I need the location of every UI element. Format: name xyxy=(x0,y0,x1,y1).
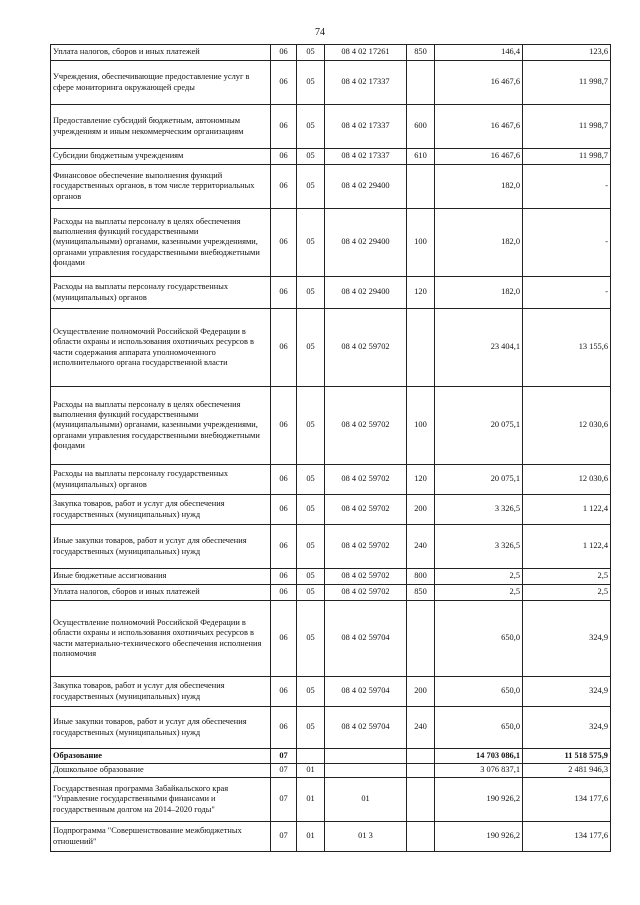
row-expense-type xyxy=(407,749,435,764)
table-row xyxy=(51,149,611,165)
row-expense-type: 850 xyxy=(407,585,435,601)
row-amount-actual: 12 030,6 xyxy=(523,387,611,465)
row-subsection: 05 xyxy=(297,165,325,209)
table-row xyxy=(51,764,611,778)
row-name: Расходы на выплаты персоналу государственных (муниципальных) органов xyxy=(51,465,271,495)
table-row xyxy=(51,277,611,309)
row-target-article xyxy=(325,749,407,764)
row-name: Закупка товаров, работ и услуг для обеспечения государственных (муниципальных) нужд xyxy=(51,495,271,525)
row-subsection: 05 xyxy=(297,105,325,149)
row-section: 06 xyxy=(271,707,297,749)
row-subsection: 05 xyxy=(297,209,325,277)
row-expense-type: 120 xyxy=(407,277,435,309)
table-row xyxy=(51,465,611,495)
row-name: Подпрограмма "Совершенствование межбюджетных отношений" xyxy=(51,822,271,852)
row-expense-type xyxy=(407,165,435,209)
row-target-article: 08 4 02 59704 xyxy=(325,677,407,707)
row-subsection: 05 xyxy=(297,309,325,387)
row-expense-type xyxy=(407,601,435,677)
table-row xyxy=(51,165,611,209)
row-section: 06 xyxy=(271,465,297,495)
table-row xyxy=(51,309,611,387)
row-section: 06 xyxy=(271,601,297,677)
row-section: 06 xyxy=(271,495,297,525)
row-expense-type: 200 xyxy=(407,677,435,707)
row-section: 06 xyxy=(271,277,297,309)
row-amount-plan: 16 467,6 xyxy=(435,61,523,105)
row-name: Дошкольное образование xyxy=(51,764,271,778)
row-target-article: 08 4 02 29400 xyxy=(325,277,407,309)
row-name: Уплата налогов, сборов и иных платежей xyxy=(51,45,271,61)
row-name: Финансовое обеспечение выполнения функций государственных органов, в том числе территориальных органов xyxy=(51,165,271,209)
row-amount-plan: 16 467,6 xyxy=(435,105,523,149)
row-subsection: 05 xyxy=(297,387,325,465)
row-section: 06 xyxy=(271,105,297,149)
row-subsection: 05 xyxy=(297,525,325,569)
row-amount-plan: 20 075,1 xyxy=(435,465,523,495)
row-amount-plan: 2,5 xyxy=(435,585,523,601)
row-amount-actual: 11 998,7 xyxy=(523,61,611,105)
row-name: Образование xyxy=(51,749,271,764)
row-amount-plan: 3 076 837,1 xyxy=(435,764,523,778)
row-amount-actual: 12 030,6 xyxy=(523,465,611,495)
row-amount-actual: 1 122,4 xyxy=(523,495,611,525)
row-amount-plan: 23 404,1 xyxy=(435,309,523,387)
table-row xyxy=(51,45,611,61)
row-subsection: 05 xyxy=(297,601,325,677)
row-amount-actual: 134 177,6 xyxy=(523,778,611,822)
table-row xyxy=(51,61,611,105)
row-amount-actual: 1 122,4 xyxy=(523,525,611,569)
row-expense-type xyxy=(407,822,435,852)
row-expense-type: 240 xyxy=(407,525,435,569)
row-subsection: 05 xyxy=(297,677,325,707)
row-name: Государственная программа Забайкальского края "Управление государственными финансами и государственным долгом на 2014–2020 годы" xyxy=(51,778,271,822)
row-amount-plan: 2,5 xyxy=(435,569,523,585)
row-subsection: 01 xyxy=(297,778,325,822)
row-subsection xyxy=(297,749,325,764)
row-name: Осуществление полномочий Российской Федерации в области охраны и использования охотничьих ресурсов в части материально-технического обеспечения исполнения полномочия xyxy=(51,601,271,677)
row-name: Расходы на выплаты персоналу государственных (муниципальных) органов xyxy=(51,277,271,309)
row-name: Расходы на выплаты персоналу в целях обеспечения выполнения функций государственными (муниципальными) органами, казенными учреждениями, органами управления государственными внебюджетными фондами xyxy=(51,209,271,277)
row-section: 07 xyxy=(271,778,297,822)
table-row xyxy=(51,677,611,707)
row-amount-actual: 324,9 xyxy=(523,677,611,707)
row-section: 07 xyxy=(271,764,297,778)
row-target-article: 08 4 02 59702 xyxy=(325,569,407,585)
table-row xyxy=(51,778,611,822)
row-name: Уплата налогов, сборов и иных платежей xyxy=(51,585,271,601)
table-row xyxy=(51,822,611,852)
row-section: 06 xyxy=(271,209,297,277)
row-expense-type: 200 xyxy=(407,495,435,525)
row-amount-plan: 14 703 086,1 xyxy=(435,749,523,764)
row-section: 06 xyxy=(271,525,297,569)
row-target-article: 08 4 02 17337 xyxy=(325,61,407,105)
row-amount-actual: - xyxy=(523,165,611,209)
row-target-article: 08 4 02 59704 xyxy=(325,601,407,677)
row-amount-plan: 3 326,5 xyxy=(435,525,523,569)
row-target-article: 08 4 02 17337 xyxy=(325,105,407,149)
row-subsection: 05 xyxy=(297,707,325,749)
row-section: 06 xyxy=(271,387,297,465)
row-target-article: 08 4 02 29400 xyxy=(325,165,407,209)
row-subsection: 01 xyxy=(297,822,325,852)
row-name: Расходы на выплаты персоналу в целях обеспечения выполнения функций государственными (муниципальными) органами, казенными учреждениями, органами управления государственными внебюджетными фондами xyxy=(51,387,271,465)
row-name: Субсидии бюджетным учреждениям xyxy=(51,149,271,165)
row-target-article: 01 3 xyxy=(325,822,407,852)
row-section: 06 xyxy=(271,61,297,105)
row-expense-type: 610 xyxy=(407,149,435,165)
row-target-article: 08 4 02 59702 xyxy=(325,495,407,525)
row-expense-type: 240 xyxy=(407,707,435,749)
row-amount-plan: 190 926,2 xyxy=(435,778,523,822)
row-amount-actual: 123,6 xyxy=(523,45,611,61)
row-name: Иные закупки товаров, работ и услуг для обеспечения государственных (муниципальных) нужд xyxy=(51,707,271,749)
row-subsection: 05 xyxy=(297,465,325,495)
row-name: Иные бюджетные ассигнования xyxy=(51,569,271,585)
row-expense-type xyxy=(407,778,435,822)
row-target-article: 01 xyxy=(325,778,407,822)
row-amount-plan: 650,0 xyxy=(435,707,523,749)
row-name: Учреждения, обеспечивающие предоставление услуг в сфере мониторинга окружающей среды xyxy=(51,61,271,105)
row-section: 06 xyxy=(271,165,297,209)
row-amount-actual: - xyxy=(523,209,611,277)
table-row xyxy=(51,525,611,569)
table-row xyxy=(51,749,611,764)
row-name: Предоставление субсидий бюджетным, автономным учреждениям и иным некоммерческим организациям xyxy=(51,105,271,149)
row-amount-actual: - xyxy=(523,277,611,309)
row-expense-type xyxy=(407,309,435,387)
row-section: 06 xyxy=(271,45,297,61)
row-target-article: 08 4 02 59702 xyxy=(325,309,407,387)
row-amount-actual: 13 155,6 xyxy=(523,309,611,387)
row-amount-plan: 650,0 xyxy=(435,601,523,677)
table-row xyxy=(51,569,611,585)
table-row xyxy=(51,707,611,749)
row-amount-actual: 324,9 xyxy=(523,707,611,749)
row-target-article: 08 4 02 59702 xyxy=(325,525,407,569)
row-target-article: 08 4 02 59704 xyxy=(325,707,407,749)
row-subsection: 05 xyxy=(297,61,325,105)
row-target-article: 08 4 02 59702 xyxy=(325,585,407,601)
row-name: Закупка товаров, работ и услуг для обеспечения государственных (муниципальных) нужд xyxy=(51,677,271,707)
row-target-article: 08 4 02 29400 xyxy=(325,209,407,277)
row-expense-type xyxy=(407,61,435,105)
row-expense-type: 850 xyxy=(407,45,435,61)
row-amount-plan: 16 467,6 xyxy=(435,149,523,165)
row-amount-plan: 182,0 xyxy=(435,165,523,209)
row-name: Иные закупки товаров, работ и услуг для обеспечения государственных (муниципальных) нужд xyxy=(51,525,271,569)
page-number: 74 xyxy=(315,27,325,38)
budget-table xyxy=(50,44,611,852)
row-amount-actual: 11 998,7 xyxy=(523,105,611,149)
row-amount-actual: 2,5 xyxy=(523,585,611,601)
row-amount-plan: 146,4 xyxy=(435,45,523,61)
row-section: 07 xyxy=(271,822,297,852)
row-amount-actual: 2 481 946,3 xyxy=(523,764,611,778)
row-amount-plan: 190 926,2 xyxy=(435,822,523,852)
row-target-article: 08 4 02 59702 xyxy=(325,465,407,495)
table-row xyxy=(51,387,611,465)
row-section: 06 xyxy=(271,309,297,387)
row-expense-type: 120 xyxy=(407,465,435,495)
row-amount-plan: 182,0 xyxy=(435,209,523,277)
row-subsection: 05 xyxy=(297,277,325,309)
row-expense-type xyxy=(407,764,435,778)
row-name: Осуществление полномочий Российской Федерации в области охраны и использования охотничьих ресурсов в части содержания аппарата уполномоченного исполнительного органа государственной власти xyxy=(51,309,271,387)
row-subsection: 05 xyxy=(297,495,325,525)
row-amount-actual: 134 177,6 xyxy=(523,822,611,852)
row-section: 06 xyxy=(271,677,297,707)
row-subsection: 05 xyxy=(297,585,325,601)
row-subsection: 05 xyxy=(297,569,325,585)
row-subsection: 01 xyxy=(297,764,325,778)
table-row xyxy=(51,105,611,149)
row-section: 06 xyxy=(271,569,297,585)
row-target-article: 08 4 02 17261 xyxy=(325,45,407,61)
row-target-article: 08 4 02 17337 xyxy=(325,149,407,165)
row-amount-actual: 324,9 xyxy=(523,601,611,677)
table-row xyxy=(51,209,611,277)
row-target-article: 08 4 02 59702 xyxy=(325,387,407,465)
row-section: 06 xyxy=(271,149,297,165)
row-amount-actual: 2,5 xyxy=(523,569,611,585)
row-amount-actual: 11 998,7 xyxy=(523,149,611,165)
row-amount-plan: 182,0 xyxy=(435,277,523,309)
row-section: 07 xyxy=(271,749,297,764)
row-target-article xyxy=(325,764,407,778)
row-expense-type: 800 xyxy=(407,569,435,585)
row-amount-plan: 20 075,1 xyxy=(435,387,523,465)
row-amount-plan: 3 326,5 xyxy=(435,495,523,525)
row-section: 06 xyxy=(271,585,297,601)
table-row xyxy=(51,495,611,525)
row-expense-type: 600 xyxy=(407,105,435,149)
table-row xyxy=(51,585,611,601)
row-subsection: 05 xyxy=(297,45,325,61)
row-expense-type: 100 xyxy=(407,387,435,465)
row-amount-actual: 11 518 575,9 xyxy=(523,749,611,764)
row-amount-plan: 650,0 xyxy=(435,677,523,707)
row-subsection: 05 xyxy=(297,149,325,165)
table-row xyxy=(51,601,611,677)
row-expense-type: 100 xyxy=(407,209,435,277)
